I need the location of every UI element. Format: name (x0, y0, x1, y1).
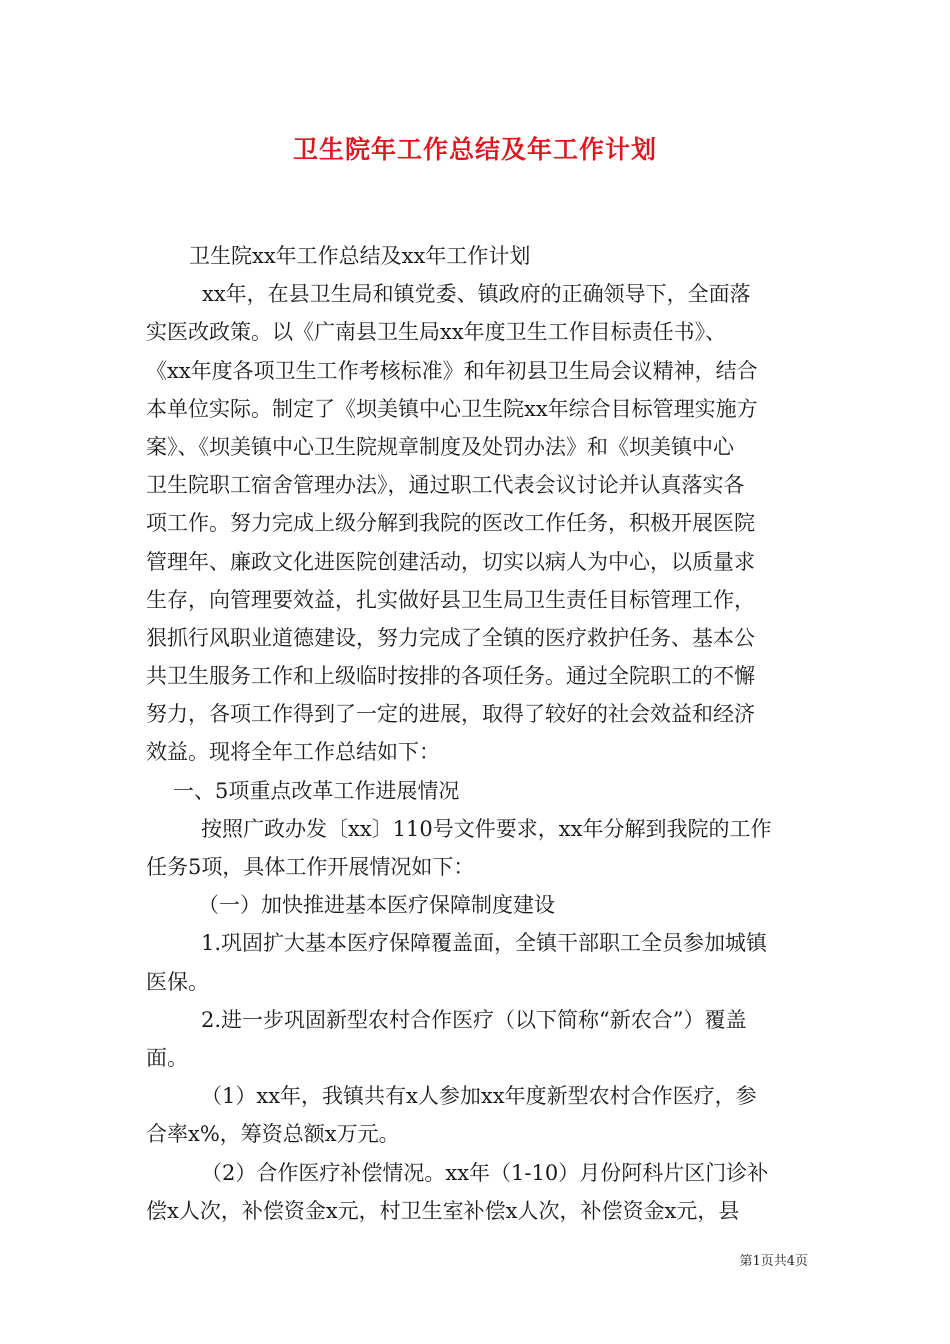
paragraph-line: 任务5项，具体工作开展情况如下： (146, 855, 475, 879)
paragraph-line: 按照广政办发〔xx〕110号文件要求，xx年分解到我院的工作 (201, 816, 772, 841)
paragraph-line: （1）xx年，我镇共有x人参加xx年度新型农村合作医疗，参 (201, 1084, 757, 1109)
document-body (146, 237, 810, 1230)
paragraph-line: xx年，在县卫生局和镇党委、镇政府的正确领导下，全面落 (202, 282, 751, 307)
paragraph-line: 项工作。努力完成上级分解到我院的医改工作任务，积极开展医院 (146, 511, 755, 536)
paragraph-line: 《xx年度各项卫生工作考核标准》和年初县卫生局会议精神，结合 (146, 358, 758, 383)
paragraph-line: 偿x人次，补偿资金x元，村卫生室补偿x人次，补偿资金x元，县 (146, 1198, 740, 1223)
paragraph-line: 卫生院职工宿舍管理办法》，通过职工代表会议讨论并认真落实各 (146, 473, 745, 498)
paragraph-line: 生存，向管理要效益，扎实做好县卫生局卫生责任目标管理工作， (146, 587, 755, 612)
paragraph-line: 共卫生服务工作和上级临时按排的各项任务。通过全院职工的不懈 (146, 664, 755, 689)
paragraph-line: 努力，各项工作得到了一定的进展，取得了较好的社会效益和经济 (146, 702, 755, 727)
section-heading: 一、5项重点改革工作进展情况 (173, 778, 460, 803)
subsection-heading: （一）加快推进基本医疗保障制度建设 (198, 893, 555, 918)
subtitle-line: 卫生院xx年工作总结及xx年工作计划 (189, 244, 531, 268)
paragraph-line: （2）合作医疗补偿情况。xx年（1-10）月份阿科片区门诊补 (201, 1160, 769, 1185)
paragraph-line: 2.进一步巩固新型农村合作医疗（以下简称“新农合”）覆盖 (201, 1007, 747, 1032)
paragraph-line: 面。 (146, 1045, 188, 1070)
paragraph-line: 狠抓行风职业道德建设，努力完成了全镇的医疗救护任务、基本公 (146, 625, 755, 650)
paragraph-line: 合率x%，筹资总额x万元。 (146, 1122, 400, 1147)
paragraph-line: 本单位实际。制定了《坝美镇中心卫生院xx年综合目标管理实施方 (146, 396, 758, 421)
paragraph-line: 实医改政策。以《广南县卫生局xx年度卫生工作目标责任书》、 (146, 320, 727, 345)
document-title: 卫生院年工作总结及年工作计划 (292, 135, 657, 164)
paragraph-line: 1.巩固扩大基本医疗保障覆盖面，全镇干部职工全员参加城镇 (201, 931, 768, 956)
paragraph-line: 医保。 (146, 969, 209, 994)
page-number: 第1页共4页 (739, 1254, 808, 1269)
paragraph-line: 管理年、廉政文化进医院创建活动，切实以病人为中心，以质量求 (146, 549, 755, 574)
paragraph-line: 效益。现将全年工作总结如下： (146, 740, 440, 765)
paragraph-line: 案》、《坝美镇中心卫生院规章制度及处罚办法》和《坝美镇中心 (146, 434, 734, 459)
